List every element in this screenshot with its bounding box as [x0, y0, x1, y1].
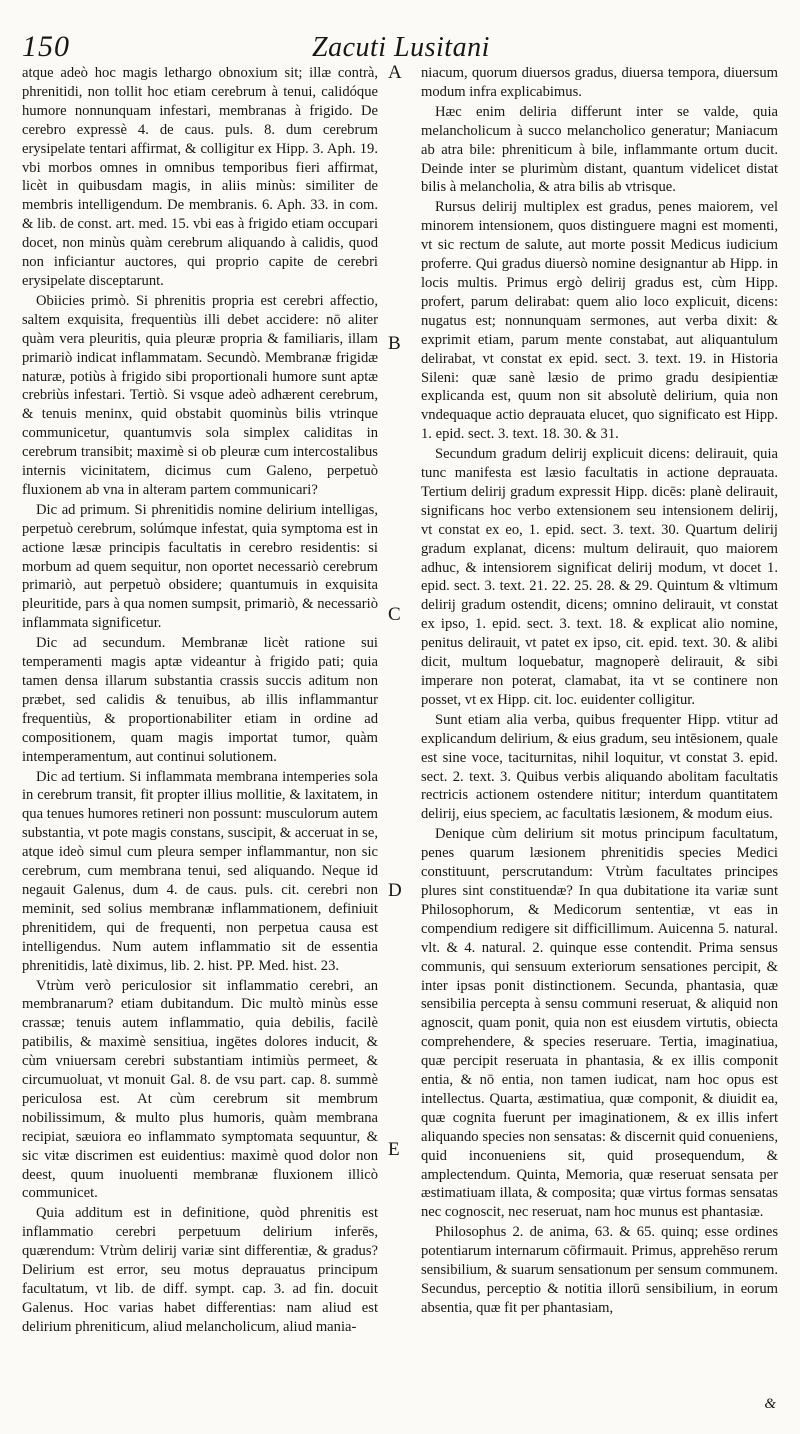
- paragraph: Quia additum est in definitione, quòd phrenitis est inflammatio cerebri perpetuum delirium inferēs, quærendum: Vtrùm delirij variæ sint differentiæ, & gradus? Delirium est error, seu motus deprauatus principum facultatum, vt lib. de diff. sympt. cap. 3. ad fin. docuit Galenus. Hoc varias habet differentias: nam aliud est delirium phreniticum, aliud melancholicum, aliud mania-: [22, 1205, 378, 1335]
- paragraph: Philosophus 2. de anima, 63. & 65. quinq; esse ordines potentiarum internarum cōfirmauit. Primus, apprehēso rerum sensibilium, & suarum sensationum per sensum communem. Secundus, perceptio & notitia illorū sensibilium, in eorum absentia, quæ fit per phantasiam,: [421, 1224, 778, 1316]
- paragraph: Dic ad secundum. Membranæ licèt ratione sui temperamenti magis aptæ videantur à frigido pati; quia tamen densa illarum substantia crassis succis aditum non præbet, sed calidis & tenuibus, ab illis inflammantur frequentiùs, & proportionabiliter etiam in ordine ad compositionem, quam magis importat tumor, quàm intemperamentum, aut continui solutionem.: [22, 635, 378, 765]
- running-head: [22, 30, 770, 66]
- paragraph: atque adeò hoc magis lethargo obnoxium sit; illæ contrà, phrenitidi, non tollit hoc etiam cerebrum à tenui, calidóque humore nonnunquam infestari, membranas à frigido. De cerebro expressè 4. de caus. puls. 8. dum cerebrum erysipelate tentari affirmat, & colligitur ex Hipp. 3. Aph. 19. vbi morbos omnes in omnibus temporibus fieri affirmat, licèt in quibusdam magis, in aliis minùs: similiter de membris intelligendum. De membranis. 6. Aph. 33. in com. & lib. de const. art. med. 15. vbi eas à frigido etiam occupari docet, non minùs quàm cerebrum aliquando à calidis, quod non inficiantur auctores, qui proprio capite de cerebri erysipelate disceptarunt.: [22, 65, 378, 289]
- catch-word: &: [764, 1396, 776, 1412]
- paragraph: Dic ad primum. Si phrenitidis nomine delirium intelligas, perpetuò cerebrum, solúmque infestat, quia symptoma est in actione læsæ principis facultatis in cerebro residentis: si morbum ad quem sequitur, non oportet necessariò cerebrum primariò, aut perpetuò obsidere; quantumuis in exquisita pleuritide, pars à qua nomen sumpsit, primariò, & necessariò inflammata significetur.: [22, 501, 378, 632]
- paragraph: Rursus delirij multiplex est gradus, penes maiorem, vel minorem intensionem, quos distinguere magni est momenti, vt sic rectum de salute, aut morte possit Medicus iudicium proferre. Qui gradus diuersò nomine designantur ab Hipp. in locis multis. Primus ergò delirij gradus est, cùm Hipp. profert, parum delirabat: quem alio loco explicuit, dicens: nugatus est; nonnunquam sermones, aut verba dixit: & exprimit etiam, parum mente constabat, aut aliquantulum delirabat, vt constat ex epid. sect. 3. text. 19. in Historia Sileni: quæ sanè læsio de primo gradu desipientiæ explicanda est, quum non sit absolutè delirium, quia non vndequaque actio deprauata elucet, quo significato est Hipp. 1. epid. sect. 3. text. 18. 30. & 31.: [421, 199, 778, 443]
- margin-letter-a: A: [388, 62, 402, 83]
- margin-letter-e: E: [388, 1139, 400, 1160]
- running-title: Zacuti Lusitani: [312, 32, 490, 63]
- margin-letter-b: B: [388, 333, 401, 354]
- paragraph: Denique cùm delirium sit motus principum facultatum, penes quarum læsionem phrenitidis species Medici constituunt, perscrutandum: Vtrùm facultates principes plures sint constituendæ? In qua dubitatione ita variæ sunt Philosophorum, & Medicorum sententiæ, vt eas in compendium redigere sit difficillimum. Auicenna 5. natural. vlt. & 4. natural. 2. quinque esse contendit. Prima sensus communis, qui sensuum exteriorum sensationes percipit, & inter ipsas ponit distinctionem. Secunda, phantasia, quæ sensibilia percepta à sensu communi reseruat, & aliquid non agnoscit, quam ponit, quia non est eiusdem virtutis, obiecta comprehendere, & species reseruare. Tertia, imaginatiua, quæ percipit reseruata in phantasia, & ex illis componit entia, & nō entia, non tamen iudicat, nam hoc opus est intellectus. Quarta, æstimatiua, quæ componit, & diuidit ea, quæ cognita fuerunt per imaginationem, & ex illis infert aliquando species non sensatas: & discernit quid conueniens, quid inconueniens sit, quid prosequendum, & amplectendum. Quinta, Memoria, quæ reseruat sensata per æstimatiuam illata, & composita; quæ virtus formas sensatas nec cognoscit, nec reseruat, nam hoc munus est phantasiæ.: [421, 826, 778, 1221]
- paragraph: Vtrùm verò periculosior sit inflammatio cerebri, an membranarum? etiam dubitandum. Dic multò minùs esse crassæ; tenuis autem inflammatio, quia debilis, facilè patibilis, & maximè sensitiua, ingētes dolores inducit, & cùm vniuersam cerebri substantiam intimiùs permeet, & circumuoluat, vt monuit Gal. 8. de vsu part. cap. 8. summè periculosa est. At cùm cerebrum sit membrum nobilissimum, & multo plus humoris, quàm membrana recipiat, sæuiora eo inflammato symptomata sequuntur, & sic vitæ discrimen est euidentius: maximè quod dolor non deest, quum inuoluenti membranæ fluxionem illicò communicet.: [22, 977, 378, 1202]
- left-column: [22, 64, 378, 1337]
- right-column: [421, 64, 778, 1318]
- paragraph: Sunt etiam alia verba, quibus frequenter Hipp. vtitur ad explicandum delirium, & eius gradum, seu intēsionem, quale est sine voce, taciturnitas, nihil loquitur, vt constat 3. epid. sect. 2. text. 3. Quibus verbis aliquando abolitam facultatis rectricis actionem ostendere nititur; interdum quantitatem delirij, eius speciem, ac facultatis læsionem, & modum eius.: [421, 711, 778, 823]
- margin-letter-d: D: [388, 880, 402, 901]
- paragraph: Secundum gradum delirij explicuit dicens: delirauit, quia tunc manifesta est læsio facultatis in actione deprauata. Tertium delirij gradum expressit Hipp. dicēs: planè delirauit, significans hoc verbo extensionem seu intensionem delirij, vt constat ex eo, 1. epid. sect. 3. text. 30. Quartum delirij gradum explanat, dicens: multum delirauit, quo maiorem adhuc, & intensiorem significat delirij modum, vt docet 1. epid. sect. 3. text. 21. 22. 25. 28. & 29. Quintum & vltimum delirij gradum ostendit, dicens; omnino delirauit, vt constat ex ipso, 1. epid. sect. 3. text. 18. & explicat alio nomine, penitus delirauit, vt patet ex ipso, cit. epid. text. 30. & alibi dicit, multum loquebatur, magnoperè delirauit, & sibi imperare non poterat, clamabat, ita vt se continere non posset, vt ex Hipp. cit. loc. euidenter colligitur.: [421, 446, 778, 708]
- paragraph: Hæc enim deliria differunt inter se valde, quia melancholicum à succo melancholico generatur; Maniacum ab atra bile: phreniticum à bile, inflammante ortum ducit. Deinde inter se plurimùm distant, quantum videlicet distat bilis à melancholia, & atra bilis ab vtrisque.: [421, 103, 778, 196]
- paragraph: Obiicies primò. Si phrenitis propria est cerebri affectio, saltem exquisita, frequentiùs illi debet accidere: nō aliter quàm vera pleuritis, quia pleuræ propria & familiaris, illam primariò indicat inflammatam. Secundò. Membranæ frigidæ naturæ, potiùs à frigido sibi proportionali humore sunt aptæ crebriùs infestari. Tertiò. Si vsque adeò adhærent cerebrum, & tenuis meninx, quid obstabit quominùs bilis vtrinque communicetur, quantumvis sola simplex caliditas in cerebrum transibit; maximè si ob pleuræ cum intercostalibus internis vicinitatem, dicimus cum Galeno, perpetuò fluxionem ab vna in alteram partem communicari?: [22, 292, 378, 498]
- paragraph: niacum, quorum diuersos gradus, diuersa tempora, diuersum modum infra explicabimus.: [421, 65, 778, 100]
- margin-letter-c: C: [388, 604, 401, 625]
- page-number: 150: [22, 30, 70, 63]
- paragraph: Dic ad tertium. Si inflammata membrana intemperies sola in cerebrum transit, fit propter illius mollitie, & laxitatem, in qua tenues humores retineri non possunt: musculorum autem substantia, vt pote magis constans, suscipit, & acceruat in se, atque ideò simul cum pleura semper inflammantur, non sic cerebrum, cum membrana tenui, sed aliquando. Neque id negauit Galenus, dum 4. de caus. puls. cit. cerebri non meminit, sed solius membranæ inflammationem, definiuit phrenitidem, qui de frequenti, non perpetua causa est intelligendus. Num autem inflammatio sit de essentia phrenitidis, latè diximus, lib. 2. hist. PP. Med. hist. 23.: [22, 768, 378, 974]
